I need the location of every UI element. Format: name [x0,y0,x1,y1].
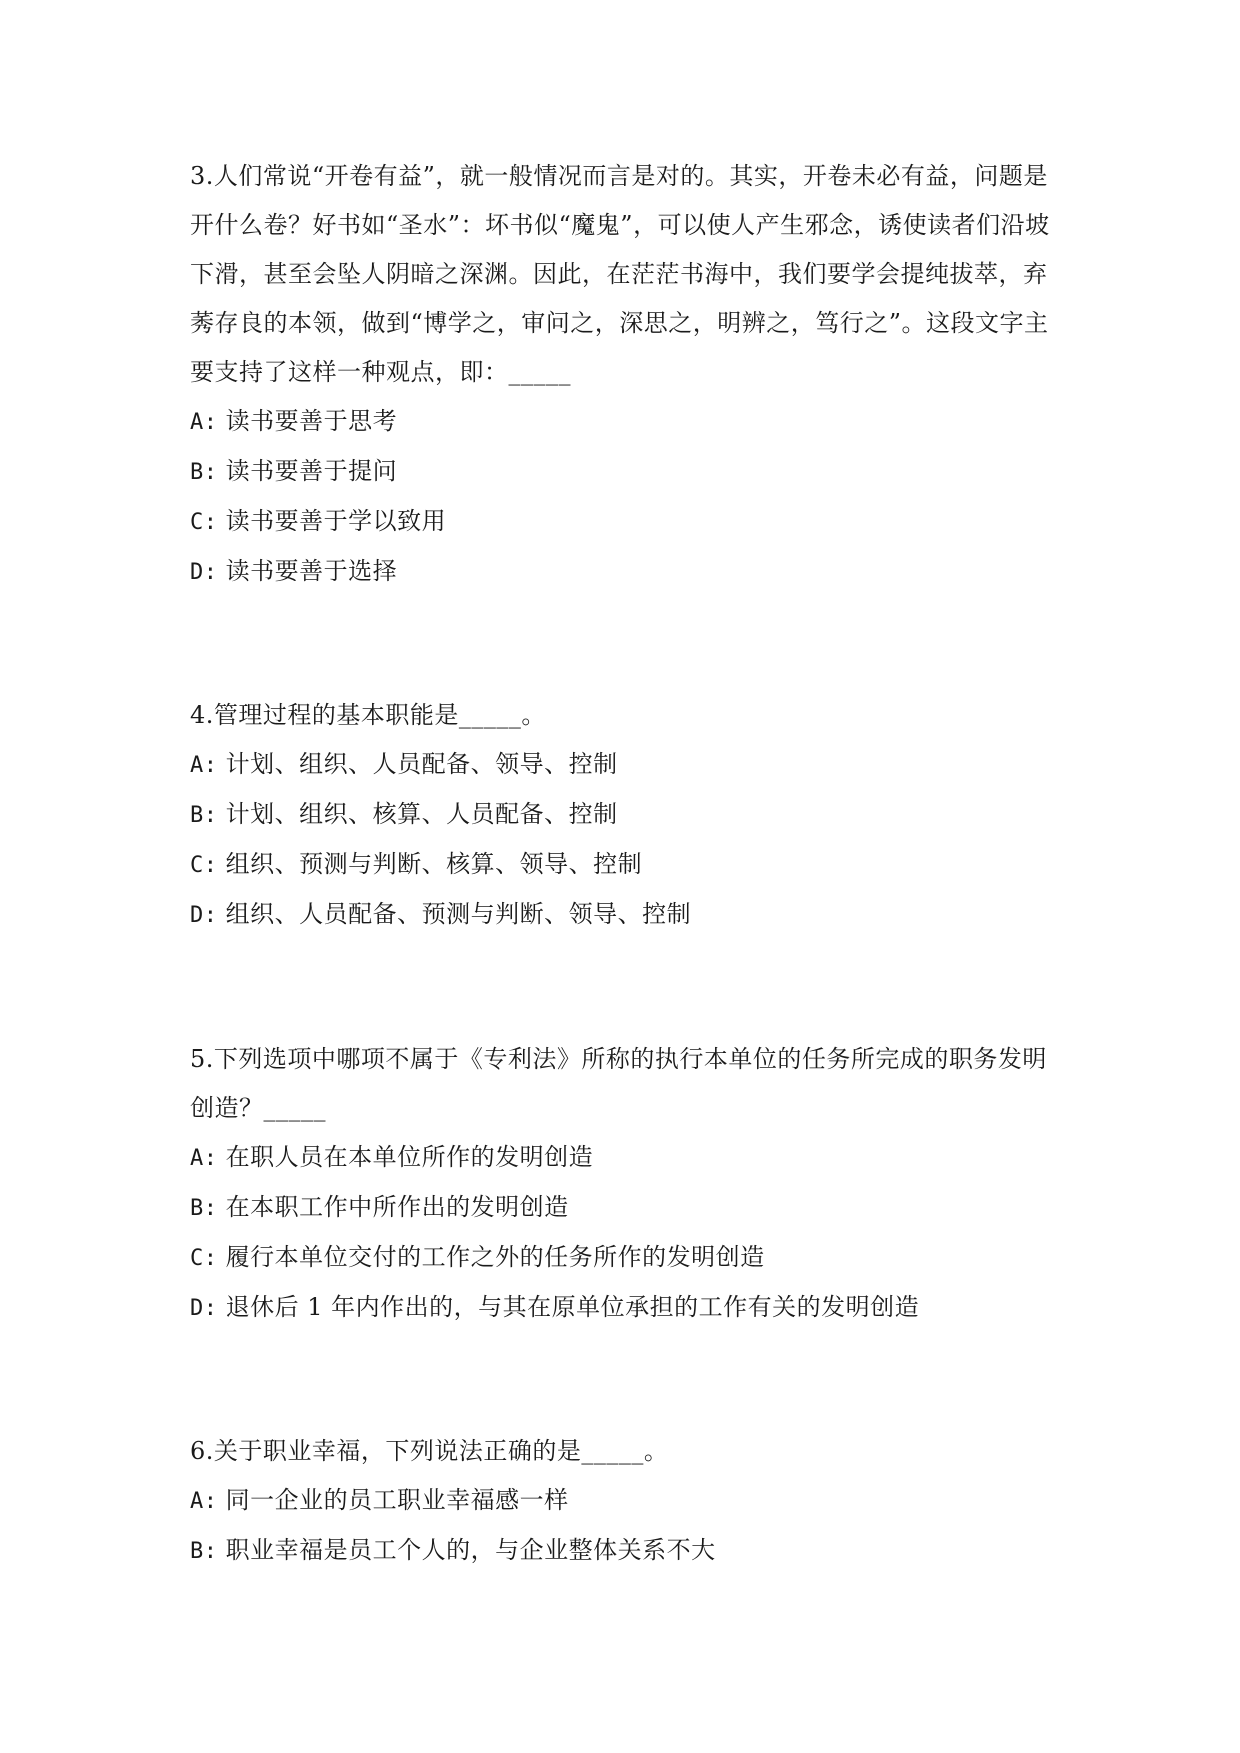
option-letter: A: [190,753,218,778]
option-text: 计划、组织、人员配备、领导、控制 [225,750,618,778]
option-letter: C: [190,1246,218,1271]
question-stem: 6.关于职业幸福，下列说法正确的是_____。 [190,1437,669,1465]
option-letter: B: [190,1196,218,1221]
option-b [190,1183,1060,1233]
option-letter: C: [190,853,218,878]
option-a [190,397,1060,447]
option-letter: B: [190,1539,218,1564]
option-a [190,1476,1060,1526]
option-letter: A: [190,1146,218,1171]
option-letter: D: [190,903,218,928]
question-stem: 4.管理过程的基本职能是_____。 [190,701,546,729]
question-4 [190,691,1060,940]
question-3 [190,152,1060,597]
option-text: 退休后 1 年内作出的，与其在原单位承担的工作有关的发明创造 [225,1293,920,1321]
option-text: 同一企业的员工职业幸福感一样 [225,1486,569,1514]
option-d [190,1283,1060,1333]
option-text: 组织、预测与判断、核算、领导、控制 [225,850,643,878]
option-text: 在本职工作中所作出的发明创造 [225,1193,569,1221]
option-letter: A: [190,410,218,435]
option-letter: B: [190,803,218,828]
option-c [190,497,1060,547]
option-b [190,1526,1060,1576]
question-stem: 5.下列选项中哪项不属于《专利法》所称的执行本单位的任务所完成的职务发明创造？_____ [190,1045,1047,1122]
option-letter: B: [190,460,218,485]
question-6 [190,1427,1060,1576]
option-text: 组织、人员配备、预测与判断、领导、控制 [225,900,692,928]
option-a [190,740,1060,790]
option-text: 在职人员在本单位所作的发明创造 [225,1143,594,1171]
option-text: 读书要善于思考 [225,407,398,435]
option-letter: A: [190,1489,218,1514]
option-letter: D: [190,1296,218,1321]
option-a [190,1133,1060,1183]
option-letter: C: [190,510,218,535]
option-text: 读书要善于学以致用 [225,507,447,535]
option-text: 读书要善于选择 [225,557,398,585]
option-c [190,840,1060,890]
option-text: 读书要善于提问 [225,457,398,485]
option-text: 职业幸福是员工个人的，与企业整体关系不大 [225,1536,716,1564]
option-d [190,890,1060,940]
option-d [190,547,1060,597]
question-stem: 3.人们常说“开卷有益”，就一般情况而言是对的。其实，开卷未必有益，问题是开什么卷？好书如“圣水”：坏书似“魔鬼”，可以使人产生邪念，诱使读者们沿坡下滑，甚至会坠人阴暗之深渊。因此，在茫茫书海中，我们要学会提纯拔萃，弃莠存良的本领，做到“博学之，审问之，深思之，明辨之，笃行之”。这段文字主要支持了这样一种观点，即：_____ [190,162,1050,386]
option-b [190,447,1060,497]
option-text: 履行本单位交付的工作之外的任务所作的发明创造 [225,1243,765,1271]
option-letter: D: [190,560,218,585]
option-b [190,790,1060,840]
option-text: 计划、组织、核算、人员配备、控制 [225,800,618,828]
question-5 [190,1035,1060,1333]
option-c [190,1233,1060,1283]
